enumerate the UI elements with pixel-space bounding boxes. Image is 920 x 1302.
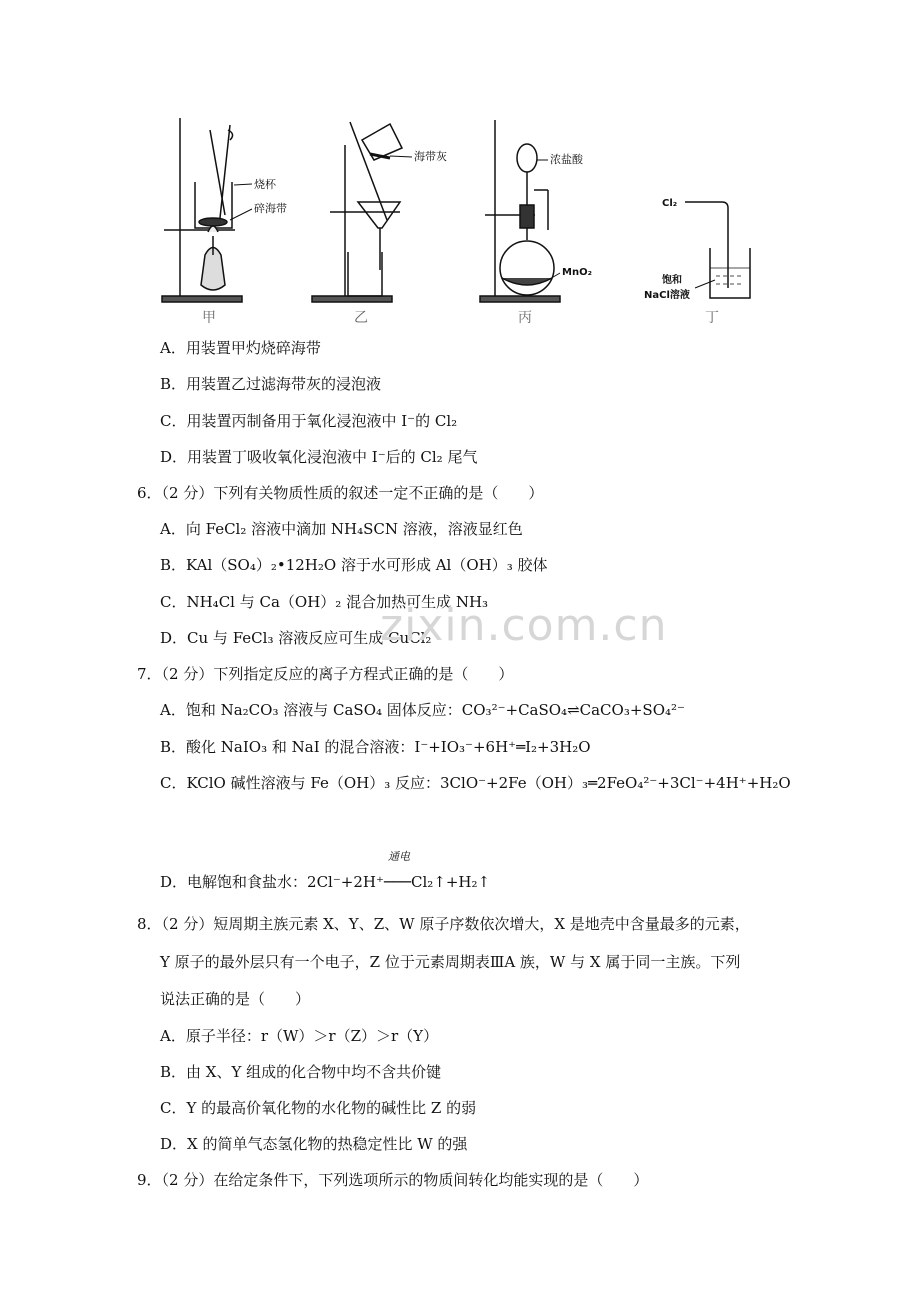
q6-option-d: D．Cu 与 FeCl₃ 溶液反应可生成 CuCl₂: [160, 629, 432, 647]
q7-option-c: C．KClO 碱性溶液与 Fe（OH）₃ 反应：3ClO⁻+2Fe（OH）₃═2FeO₄²⁻+3Cl⁻+4H⁺+H₂O: [160, 774, 791, 792]
caption-bing: 丙: [518, 310, 532, 325]
q5-option-c: C．用装置丙制备用于氧化浸泡液中 I⁻的 Cl₂: [160, 412, 458, 430]
label-ash: 海带灰: [414, 150, 447, 163]
q6-option-c: C．NH₄Cl 与 Ca（OH）₂ 混合加热可生成 NH₃: [160, 593, 489, 611]
label-seaweed: 碎海带: [254, 202, 287, 215]
q6-stem: 6．（2 分）下列有关物质性质的叙述一定不正确的是（ ）: [137, 484, 544, 502]
q5-option-a: A．用装置甲灼烧碎海带: [160, 339, 321, 357]
watermark: zixin.com.cn: [380, 600, 668, 651]
q8-option-a: A．原子半径：r（W）＞r（Z）＞r（Y）: [160, 1027, 439, 1045]
q7-option-d: D．电解饱和食盐水：2Cl⁻+2H⁺───Cl₂↑+H₂↑: [160, 873, 491, 891]
label-beaker: 烧杯: [254, 178, 276, 191]
q7-option-a: A．饱和 Na₂CO₃ 溶液与 CaSO₄ 固体反应：CO₃²⁻+CaSO₄⇌CaCO₃+SO₄²⁻: [160, 701, 685, 719]
q8-option-b: B．由 X、Y 组成的化合物中均不含共价键: [160, 1063, 442, 1081]
caption-yi: 乙: [354, 310, 368, 325]
q5-option-d: D．用装置丁吸收氧化浸泡液中 I⁻后的 Cl₂ 尾气: [160, 448, 478, 466]
q6-option-a: A．向 FeCl₂ 溶液中滴加 NH₄SCN 溶液，溶液显红色: [160, 520, 523, 538]
q8-stem-line-1: 8．（2 分）短周期主族元素 X、Y、Z、W 原子序数依次增大，X 是地壳中含量最多的元素，: [137, 915, 750, 933]
q9-stem: 9．（2 分）在给定条件下，下列选项所示的物质间转化均能实现的是（ ）: [137, 1171, 649, 1189]
caption-ding: 丁: [705, 310, 719, 325]
apparatus-bing: [480, 120, 560, 302]
electrolysis-label: 通电: [388, 850, 410, 863]
q8-option-c: C．Y 的最高价氧化物的水化物的碱性比 Z 的弱: [160, 1099, 477, 1117]
apparatus-diagram: [150, 110, 790, 325]
q6-option-b: B．KAl（SO₄）₂•12H₂O 溶于水可形成 Al（OH）₃ 胶体: [160, 556, 548, 574]
label-cl2: Cl₂: [662, 198, 678, 209]
q7-stem: 7．（2 分）下列指定反应的离子方程式正确的是（ ）: [137, 665, 514, 683]
q5-option-b: B．用装置乙过滤海带灰的浸泡液: [160, 375, 382, 393]
label-saturated: 饱和: [662, 275, 682, 286]
apparatus-yi: [312, 122, 402, 302]
label-nacl: NaCl溶液: [644, 290, 690, 301]
q8-stem-line-2: Y 原子的最外层只有一个电子，Z 位于元素周期表ⅢA 族，W 与 X 属于同一主族。下列: [160, 953, 741, 971]
caption-jia: 甲: [202, 310, 216, 325]
q8-option-d: D．X 的简单气态氢化物的热稳定性比 W 的强: [160, 1135, 468, 1153]
apparatus-jia: [162, 118, 242, 302]
q8-stem-line-3: 说法正确的是（ ）: [160, 990, 311, 1008]
label-hcl: 浓盐酸: [550, 153, 583, 166]
apparatus-figure: [150, 110, 790, 325]
label-mno2: MnO₂: [562, 267, 592, 278]
apparatus-ding: [685, 202, 750, 298]
q7-option-b: B．酸化 NaIO₃ 和 NaI 的混合溶液：I⁻+IO₃⁻+6H⁺═I₂+3H₂O: [160, 738, 591, 756]
